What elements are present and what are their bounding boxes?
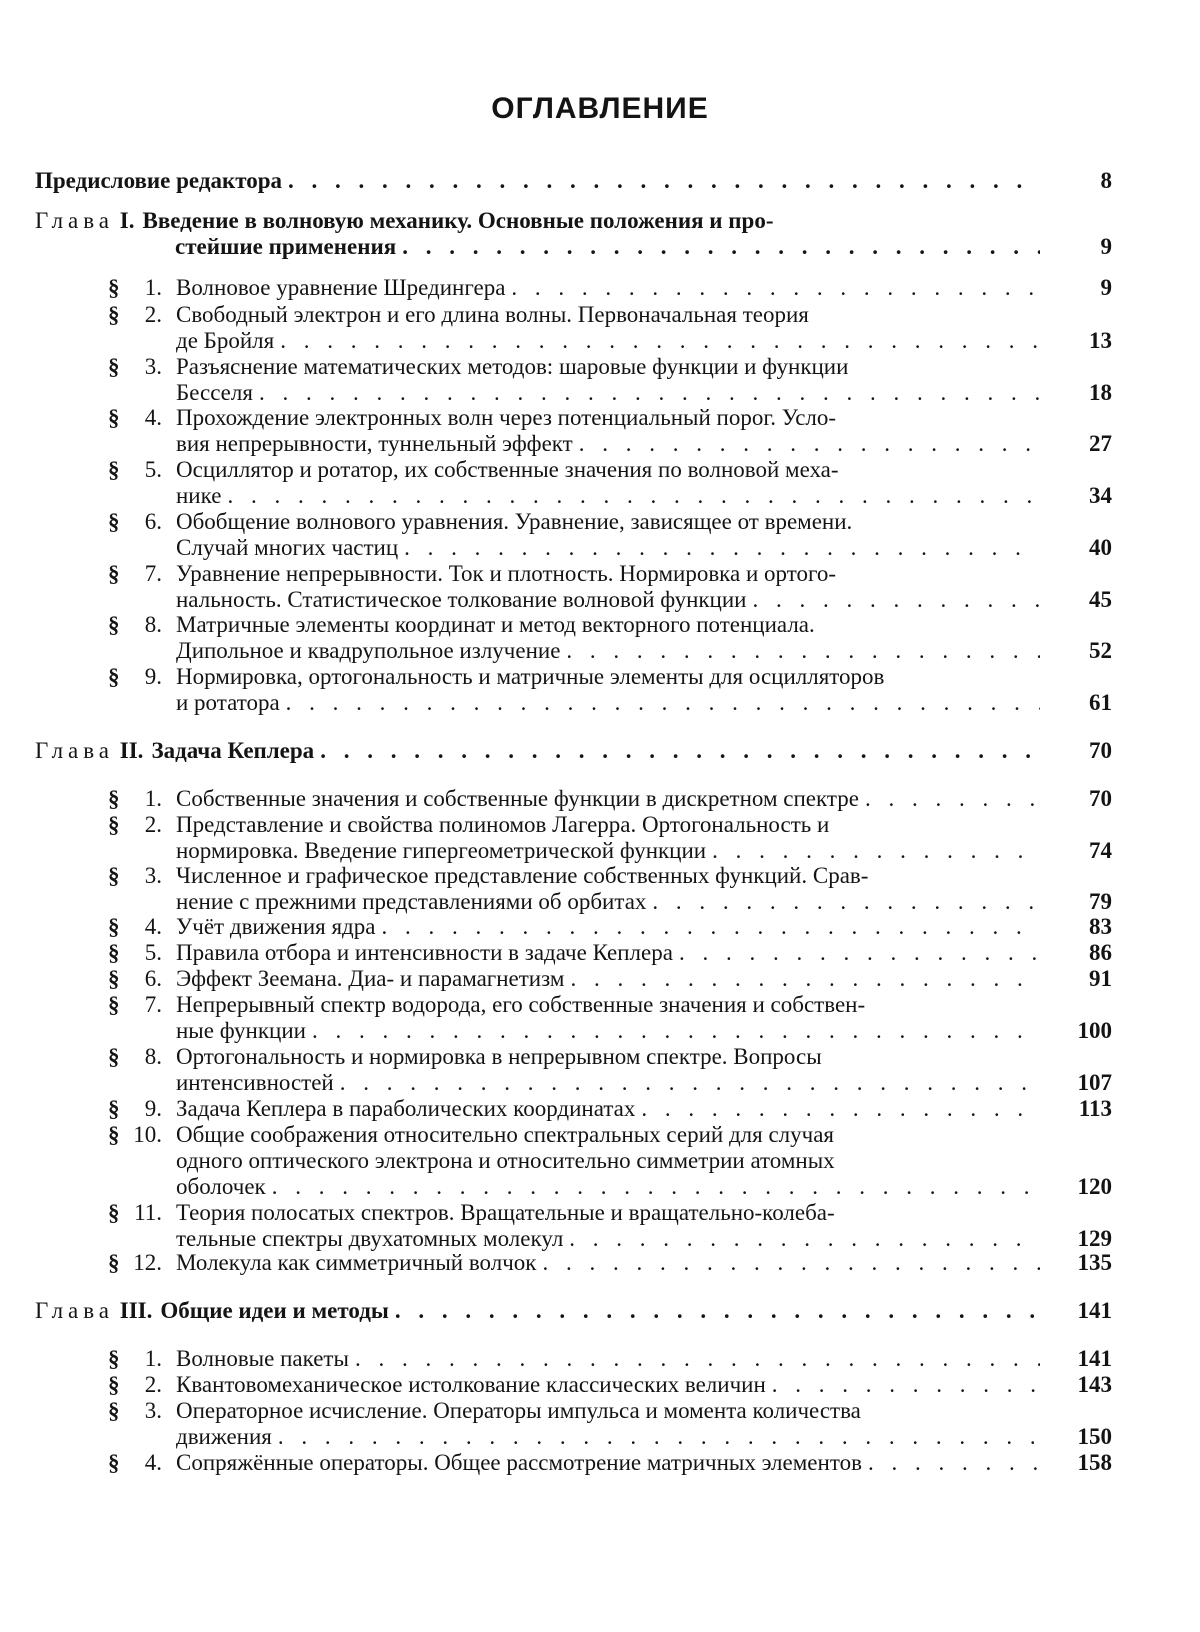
entry-lines bbox=[35, 168, 1040, 194]
section-number: 4. bbox=[144, 914, 162, 939]
section-number: 3. bbox=[144, 1398, 162, 1423]
section-sign: § bbox=[108, 275, 120, 300]
entry-lines bbox=[176, 863, 1040, 915]
section-entry bbox=[176, 940, 1040, 966]
entry-lines bbox=[176, 612, 1040, 664]
section-number: 6. bbox=[144, 966, 162, 991]
section-page: 40 bbox=[1089, 535, 1112, 560]
section-page: 13 bbox=[1089, 328, 1112, 353]
chapter-label: Глава bbox=[35, 1298, 115, 1323]
dot-leader bbox=[505, 275, 1040, 301]
ch3-page: 141 bbox=[1077, 1298, 1112, 1323]
entry-line bbox=[176, 380, 1040, 406]
dot-leader bbox=[274, 328, 1040, 354]
section-sign: § bbox=[108, 863, 120, 888]
entry-lines bbox=[176, 302, 1040, 354]
chapter-number: III. bbox=[119, 1298, 153, 1323]
section-number: 1. bbox=[144, 275, 162, 300]
section-page: 120 bbox=[1077, 1174, 1112, 1199]
section-sign: § bbox=[108, 1122, 120, 1147]
dot-leader bbox=[862, 1450, 1040, 1476]
entry-line bbox=[176, 786, 1040, 812]
chapter-first-line bbox=[35, 1298, 1040, 1324]
entry-text: Случай многих частиц bbox=[176, 535, 399, 560]
dot-leader bbox=[398, 535, 1040, 561]
entry-text: Сопряжённые операторы. Общее рассмотрение матричных элементов bbox=[176, 1450, 862, 1475]
chapter-title-line bbox=[175, 234, 1040, 260]
entry-line bbox=[176, 1250, 1040, 1276]
dot-leader bbox=[564, 966, 1040, 992]
dot-leader bbox=[706, 838, 1040, 864]
dot-leader bbox=[306, 1018, 1040, 1044]
section-entry bbox=[176, 863, 1040, 915]
section-sign: § bbox=[108, 1450, 120, 1475]
entry-lines bbox=[176, 914, 1040, 940]
section-number: 6. bbox=[144, 509, 162, 534]
entry-line bbox=[176, 275, 1040, 301]
entry-line: Обобщение волнового уравнения. Уравнение, зависящее от времени. bbox=[176, 509, 853, 534]
section-number: 10. bbox=[133, 1122, 162, 1147]
section-page: 52 bbox=[1089, 638, 1112, 663]
section-entry bbox=[176, 664, 1040, 716]
section-page: 70 bbox=[1089, 786, 1112, 811]
entry-text: Задача Кеплера в параболических координатах bbox=[176, 1096, 636, 1121]
entry-line bbox=[176, 914, 1040, 940]
entry-text: нормировка. Введение гипергеометрической функции bbox=[176, 838, 707, 863]
entry-lines bbox=[176, 354, 1040, 406]
section-entry bbox=[176, 1096, 1040, 1122]
chapter-number: II. bbox=[119, 738, 144, 763]
section-page: 74 bbox=[1089, 838, 1112, 863]
section-sign: § bbox=[108, 354, 120, 379]
entry-line bbox=[176, 1450, 1040, 1476]
entry-line bbox=[176, 483, 1040, 509]
section-sign: § bbox=[108, 992, 120, 1017]
entry-line: Разъяснение математических методов: шаровые функции и функции bbox=[176, 354, 849, 379]
entry-line: Свободный электрон и его длина волны. Первоначальная теория bbox=[176, 302, 809, 327]
chapter-label: Глава bbox=[35, 208, 115, 233]
section-sign: § bbox=[108, 940, 120, 965]
entry-text: нение с прежними представлениями об орбитах bbox=[176, 889, 647, 914]
entry-lines bbox=[176, 561, 1040, 613]
entry-text: Учёт движения ядра bbox=[176, 914, 376, 939]
entry-text: Дипольное и квадрупольное излучение bbox=[176, 638, 561, 663]
section-entry bbox=[176, 914, 1040, 940]
dot-leader bbox=[389, 1298, 1040, 1324]
entry-text: и ротатора bbox=[176, 690, 280, 715]
entry-text: ные функции bbox=[176, 1018, 306, 1043]
section-page: 158 bbox=[1077, 1450, 1112, 1475]
ch2-heading bbox=[35, 738, 1040, 764]
section-page: 91 bbox=[1089, 966, 1112, 991]
preface-entry bbox=[35, 168, 1040, 194]
entry-line: Численное и графическое представление собственных функций. Срав- bbox=[176, 863, 869, 888]
chapter-prefix bbox=[35, 738, 143, 764]
section-entry bbox=[176, 457, 1040, 509]
entry-line: Ортогональность и нормировка в непрерывном спектре. Вопросы bbox=[176, 1044, 822, 1069]
section-page: 45 bbox=[1089, 587, 1112, 612]
entry-line: Нормировка, ортогональность и матричные элементы для осцилляторов bbox=[176, 664, 885, 689]
entry-line bbox=[176, 838, 1040, 864]
chapter-label: Глава bbox=[35, 738, 115, 763]
dot-leader bbox=[766, 1372, 1040, 1398]
section-page: 100 bbox=[1077, 1018, 1112, 1043]
section-sign: § bbox=[108, 302, 120, 327]
section-sign: § bbox=[108, 812, 120, 837]
section-entry bbox=[176, 1044, 1040, 1096]
entry-lines bbox=[176, 786, 1040, 812]
entry-lines bbox=[176, 1346, 1040, 1372]
entry-text: де Бройля bbox=[176, 328, 275, 353]
entry-line bbox=[176, 966, 1040, 992]
dot-leader bbox=[536, 1250, 1040, 1276]
entry-line: Операторное исчисление. Операторы импульса и момента количества bbox=[176, 1398, 861, 1423]
section-page: 143 bbox=[1077, 1372, 1112, 1397]
page-title: ОГЛАВЛЕНИЕ bbox=[491, 92, 709, 125]
entry-lines bbox=[176, 1200, 1040, 1252]
chapter-title: Общие идеи и методы bbox=[160, 1298, 389, 1323]
section-sign: § bbox=[108, 664, 120, 689]
section-page: 34 bbox=[1089, 483, 1112, 508]
entry-line: одного оптического электрона и относительно симметрии атомных bbox=[176, 1148, 835, 1173]
entry-line bbox=[176, 690, 1040, 716]
section-page: 9 bbox=[1100, 275, 1112, 300]
entry-lines bbox=[176, 1372, 1040, 1398]
entry-line bbox=[176, 1346, 1040, 1372]
section-number: 4. bbox=[144, 1450, 162, 1475]
section-number: 3. bbox=[144, 354, 162, 379]
entry-line bbox=[176, 638, 1040, 664]
chapter-first-line bbox=[35, 208, 1040, 234]
chapter-title: Задача Кеплера bbox=[151, 738, 315, 763]
section-entry bbox=[176, 275, 1040, 301]
section-entry bbox=[176, 561, 1040, 613]
dot-leader bbox=[221, 483, 1040, 509]
chapter-number: I. bbox=[119, 208, 135, 233]
section-page: 86 bbox=[1089, 940, 1112, 965]
chapter-first-line bbox=[35, 738, 1040, 764]
entry-text: интенсивностей bbox=[176, 1070, 334, 1095]
section-entry bbox=[176, 1122, 1040, 1200]
section-entry bbox=[176, 1398, 1040, 1450]
section-entry bbox=[176, 966, 1040, 992]
section-number: 7. bbox=[144, 561, 162, 586]
entry-line bbox=[35, 168, 1040, 194]
section-page: 18 bbox=[1089, 380, 1112, 405]
dot-leader bbox=[573, 431, 1040, 457]
section-page: 150 bbox=[1077, 1424, 1112, 1449]
preface-page: 8 bbox=[1100, 168, 1112, 193]
entry-text: Правила отбора и интенсивности в задаче Кеплера bbox=[176, 940, 673, 965]
section-sign: § bbox=[108, 1250, 120, 1275]
entry-lines bbox=[176, 1398, 1040, 1450]
entry-line bbox=[176, 1018, 1040, 1044]
entry-lines bbox=[176, 1122, 1040, 1200]
chapter-title: Введение в волновую механику. Основные положения и про- bbox=[142, 208, 774, 233]
entry-lines bbox=[176, 457, 1040, 509]
chapter-title: стейшие применения bbox=[175, 234, 397, 259]
entry-text: Квантовомеханическое истолкование классических величин bbox=[176, 1372, 766, 1397]
dot-leader bbox=[266, 1174, 1040, 1200]
section-sign: § bbox=[108, 966, 120, 991]
chapter-prefix bbox=[35, 1298, 152, 1324]
entry-line bbox=[176, 1226, 1040, 1252]
section-number: 1. bbox=[144, 786, 162, 811]
section-entry bbox=[176, 354, 1040, 406]
section-entry bbox=[176, 509, 1040, 561]
entry-line: Общие соображения относительно спектральных серий для случая bbox=[176, 1122, 835, 1147]
dot-leader bbox=[272, 1424, 1040, 1450]
entry-line: Непрерывный спектр водорода, его собственные значения и собствен- bbox=[176, 992, 866, 1017]
entry-line bbox=[176, 431, 1040, 457]
section-number: 2. bbox=[144, 1372, 162, 1397]
entry-line bbox=[176, 940, 1040, 966]
ch3-heading bbox=[35, 1298, 1040, 1324]
chapter-rest bbox=[35, 234, 1040, 260]
section-page: 135 bbox=[1077, 1250, 1112, 1275]
section-number: 9. bbox=[144, 1096, 162, 1121]
section-number: 9. bbox=[144, 664, 162, 689]
entry-line bbox=[176, 889, 1040, 915]
entry-lines bbox=[176, 1044, 1040, 1096]
chapter-prefix bbox=[35, 208, 134, 234]
dot-leader bbox=[396, 234, 1040, 260]
section-entry bbox=[176, 992, 1040, 1044]
section-number: 4. bbox=[144, 405, 162, 430]
entry-line: Представление и свойства полиномов Лагерра. Ортогональность и bbox=[176, 812, 830, 837]
section-entry bbox=[176, 1450, 1040, 1476]
section-number: 8. bbox=[144, 612, 162, 637]
section-page: 141 bbox=[1077, 1346, 1112, 1371]
entry-line bbox=[176, 1174, 1040, 1200]
entry-line bbox=[176, 587, 1040, 613]
dot-leader bbox=[747, 587, 1041, 613]
section-entry bbox=[176, 302, 1040, 354]
dot-leader bbox=[282, 168, 1040, 194]
section-number: 8. bbox=[144, 1044, 162, 1069]
entry-line: Прохождение электронных волн через потенциальный порог. Усло- bbox=[176, 405, 837, 430]
section-sign: § bbox=[108, 1346, 120, 1371]
entry-line bbox=[176, 1424, 1040, 1450]
entry-lines bbox=[176, 940, 1040, 966]
section-sign: § bbox=[108, 1200, 120, 1225]
section-number: 7. bbox=[144, 992, 162, 1017]
entry-line bbox=[176, 1372, 1040, 1398]
section-number: 5. bbox=[144, 940, 162, 965]
dot-leader bbox=[635, 1096, 1040, 1122]
dot-leader bbox=[280, 690, 1040, 716]
section-page: 61 bbox=[1089, 690, 1112, 715]
section-sign: § bbox=[108, 612, 120, 637]
section-sign: § bbox=[108, 509, 120, 534]
entry-text: оболочек bbox=[176, 1174, 266, 1199]
section-number: 12. bbox=[133, 1250, 162, 1275]
entry-line bbox=[176, 535, 1040, 561]
entry-lines bbox=[176, 405, 1040, 457]
entry-lines bbox=[176, 812, 1040, 864]
section-entry bbox=[176, 812, 1040, 864]
ch1-page: 9 bbox=[1100, 234, 1112, 259]
entry-text: Молекула как симметричный волчок bbox=[176, 1250, 537, 1275]
entry-line: Уравнение непрерывности. Ток и плотность. Нормировка и ортого- bbox=[176, 561, 836, 586]
entry-lines bbox=[176, 509, 1040, 561]
entry-line: Матричные элементы координат и метод векторного потенциала. bbox=[176, 612, 815, 637]
section-sign: § bbox=[108, 561, 120, 586]
section-entry bbox=[176, 786, 1040, 812]
section-page: 129 bbox=[1077, 1226, 1112, 1251]
section-page: 79 bbox=[1089, 889, 1112, 914]
entry-lines bbox=[176, 992, 1040, 1044]
entry-line bbox=[176, 1096, 1040, 1122]
section-sign: § bbox=[108, 1398, 120, 1423]
entry-text: Волновые пакеты bbox=[176, 1346, 349, 1371]
entry-text: Волновое уравнение Шредингера bbox=[176, 275, 506, 300]
section-entry bbox=[176, 1372, 1040, 1398]
dot-leader bbox=[375, 914, 1040, 940]
section-entry bbox=[176, 1250, 1040, 1276]
dot-leader bbox=[859, 786, 1040, 812]
entry-text: Бесселя bbox=[176, 380, 253, 405]
entry-line: Осциллятор и ротатор, их собственные значения по волновой меха- bbox=[176, 457, 839, 482]
section-sign: § bbox=[108, 914, 120, 939]
entry-text: Собственные значения и собственные функции в дискретном спектре bbox=[176, 786, 859, 811]
section-number: 3. bbox=[144, 863, 162, 888]
ch1-heading bbox=[35, 208, 1040, 260]
entry-text: нике bbox=[176, 483, 222, 508]
dot-leader bbox=[646, 889, 1040, 915]
entry-lines bbox=[176, 1096, 1040, 1122]
section-entry bbox=[176, 1200, 1040, 1252]
section-number: 2. bbox=[144, 812, 162, 837]
dot-leader bbox=[349, 1346, 1040, 1372]
section-sign: § bbox=[108, 1044, 120, 1069]
entry-lines bbox=[176, 664, 1040, 716]
entry-lines bbox=[176, 275, 1040, 301]
dot-leader bbox=[314, 738, 1040, 764]
section-page: 107 bbox=[1077, 1070, 1112, 1095]
dot-leader bbox=[673, 940, 1040, 966]
entry-text: вия непрерывности, туннельный эффект bbox=[176, 431, 573, 456]
entry-text: Предисловие редактора bbox=[35, 168, 283, 193]
ch2-page: 70 bbox=[1089, 738, 1112, 763]
section-number: 11. bbox=[134, 1200, 162, 1225]
section-entry bbox=[176, 612, 1040, 664]
section-page: 27 bbox=[1089, 431, 1112, 456]
entry-text: тельные спектры двухатомных молекул bbox=[176, 1226, 564, 1251]
section-page: 83 bbox=[1089, 914, 1112, 939]
entry-text: Эффект Зеемана. Диа- и парамагнетизм bbox=[176, 966, 565, 991]
entry-text: движения bbox=[176, 1424, 272, 1449]
entry-text: нальность. Статистическое толкование волновой функции bbox=[176, 587, 747, 612]
entry-line bbox=[176, 1070, 1040, 1096]
section-number: 5. bbox=[144, 457, 162, 482]
section-sign: § bbox=[108, 457, 120, 482]
dot-leader bbox=[560, 638, 1040, 664]
section-entry bbox=[176, 1346, 1040, 1372]
entry-lines bbox=[176, 1450, 1040, 1476]
section-number: 2. bbox=[144, 302, 162, 327]
entry-lines bbox=[176, 1250, 1040, 1276]
section-entry bbox=[176, 405, 1040, 457]
dot-leader bbox=[334, 1070, 1040, 1096]
section-page: 113 bbox=[1078, 1096, 1112, 1121]
entry-line bbox=[176, 328, 1040, 354]
section-sign: § bbox=[108, 1096, 120, 1121]
section-number: 1. bbox=[144, 1346, 162, 1371]
section-sign: § bbox=[108, 405, 120, 430]
section-sign: § bbox=[108, 1372, 120, 1397]
entry-lines bbox=[176, 966, 1040, 992]
section-sign: § bbox=[108, 786, 120, 811]
entry-line: Теория полосатых спектров. Вращательные и вращательно-колеба- bbox=[176, 1200, 835, 1225]
dot-leader bbox=[563, 1226, 1040, 1252]
dot-leader bbox=[253, 380, 1040, 406]
